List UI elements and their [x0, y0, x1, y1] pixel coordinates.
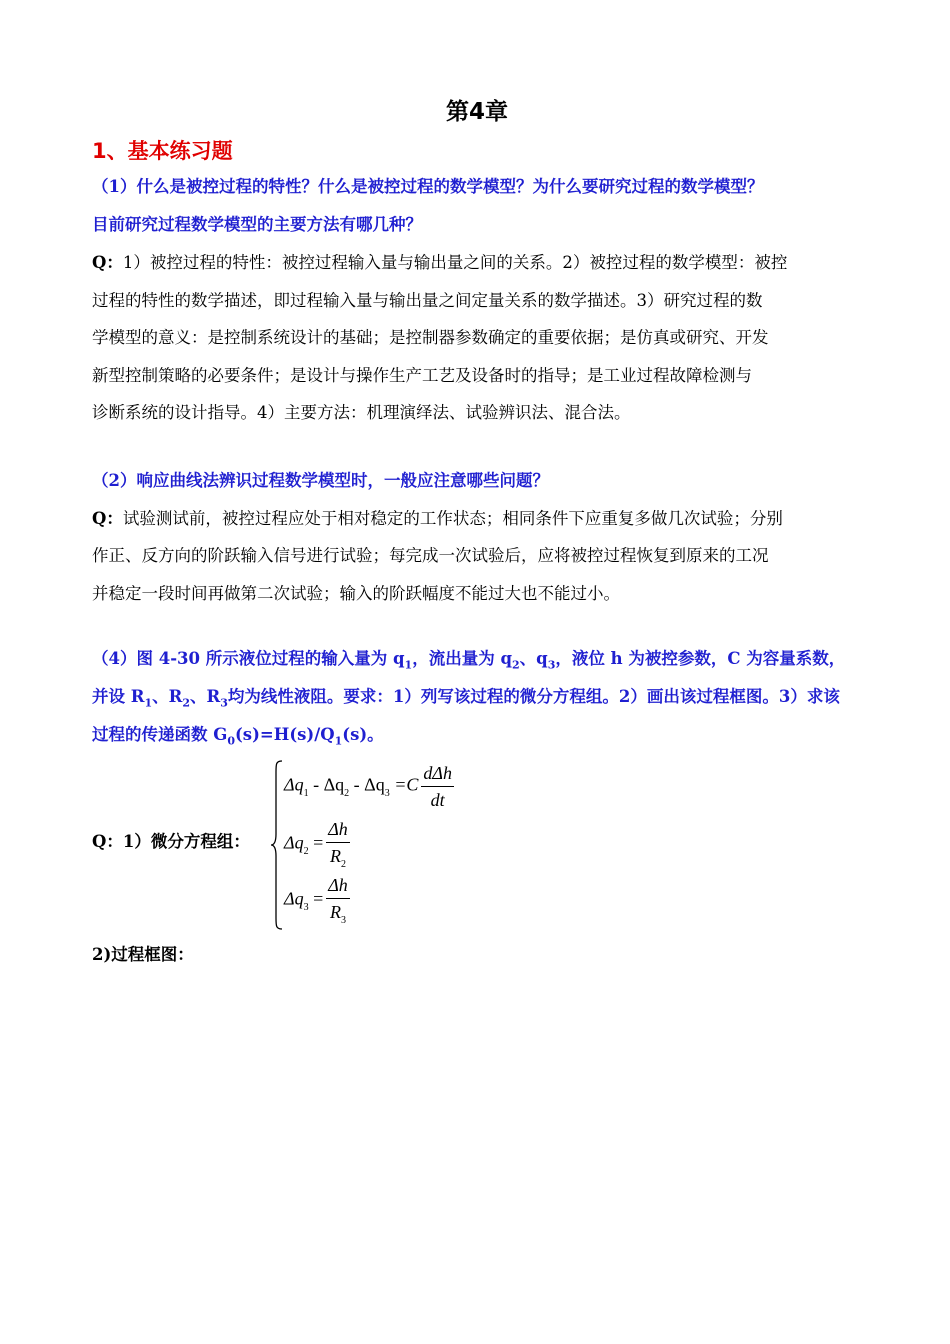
document-page [92, 90, 862, 970]
left-brace-icon [270, 760, 284, 930]
differential-equations [92, 760, 862, 930]
equation-1: $\Delta q_1 - \Delta q_2 - \Delta q_3 =C$ $\frac{\text{dΔh}}{dt}$ [284, 763, 452, 810]
equation-2: $\Delta q_2$ = $\frac{\Delta h}{R_2}$ [284, 819, 348, 870]
question-2: （2）响应曲线法辨识过程数学模型时，一般应注意哪些问题？ [92, 470, 549, 490]
answer-2: Q：试验测试前，被控过程应处于相对稳定的工作状态；相同条件下应重复多做几次试验；分别 作正、反方向的阶跃输入信号进行试验；每完成一次试验后，应将被控过程恢复到原来的工况 并稳定一段时间再做第二次试验；输入的阶跃幅度不能过大也不能过小。 [92, 508, 783, 603]
question-4: （4）图 4-30 所示液位过程的输入量为 $q_1$，流出量为 $q_2$、$q_3$，液位 h 为被控参数，C 为容量系数， 并设 $R_1$、$R_2$、$R_3$均为线性液阻。要求：1）列写该过程的微分方程组。2）画出该过程框图。3）求该 过程的传递函数 $G_0(s)=H(s)/Q_1(s)$。 [92, 649, 846, 748]
chapter-title: 第4章 [445, 99, 508, 125]
section-heading: 1、基本练习题 [92, 139, 233, 163]
equation-3: $\Delta q_3$ = $\frac{\Delta h}{R_3}$ [284, 875, 348, 926]
answer-1: Q：1）被控过程的特性：被控过程输入量与输出量之间的关系。2）被控过程的数学模型：被控 过程的特性的数学描述，即过程输入量与输出量之间定量关系的数学描述。3）研究过程的数 学模型的意义：是控制系统设计的基础；是控制器参数确定的重要依据；是仿真或研究、开发 新型控制策略的必要条件；是设计与操作生产工艺及设备时的指导；是工业过程故障检测与 诊断系统的设计指导。4）主要方法：机理演绎法、试验辨识法、混合法。 [92, 253, 788, 422]
equation-label: Q：1）微分方程组： [92, 832, 250, 851]
question-1: （1）什么是被控过程的特性？什么是被控过程的数学模型？为什么要研究过程的数学模型？ 目前研究过程数学模型的主要方法有哪几种？ [92, 177, 764, 234]
block-diagram-label: 2)过程框图： [92, 945, 194, 964]
